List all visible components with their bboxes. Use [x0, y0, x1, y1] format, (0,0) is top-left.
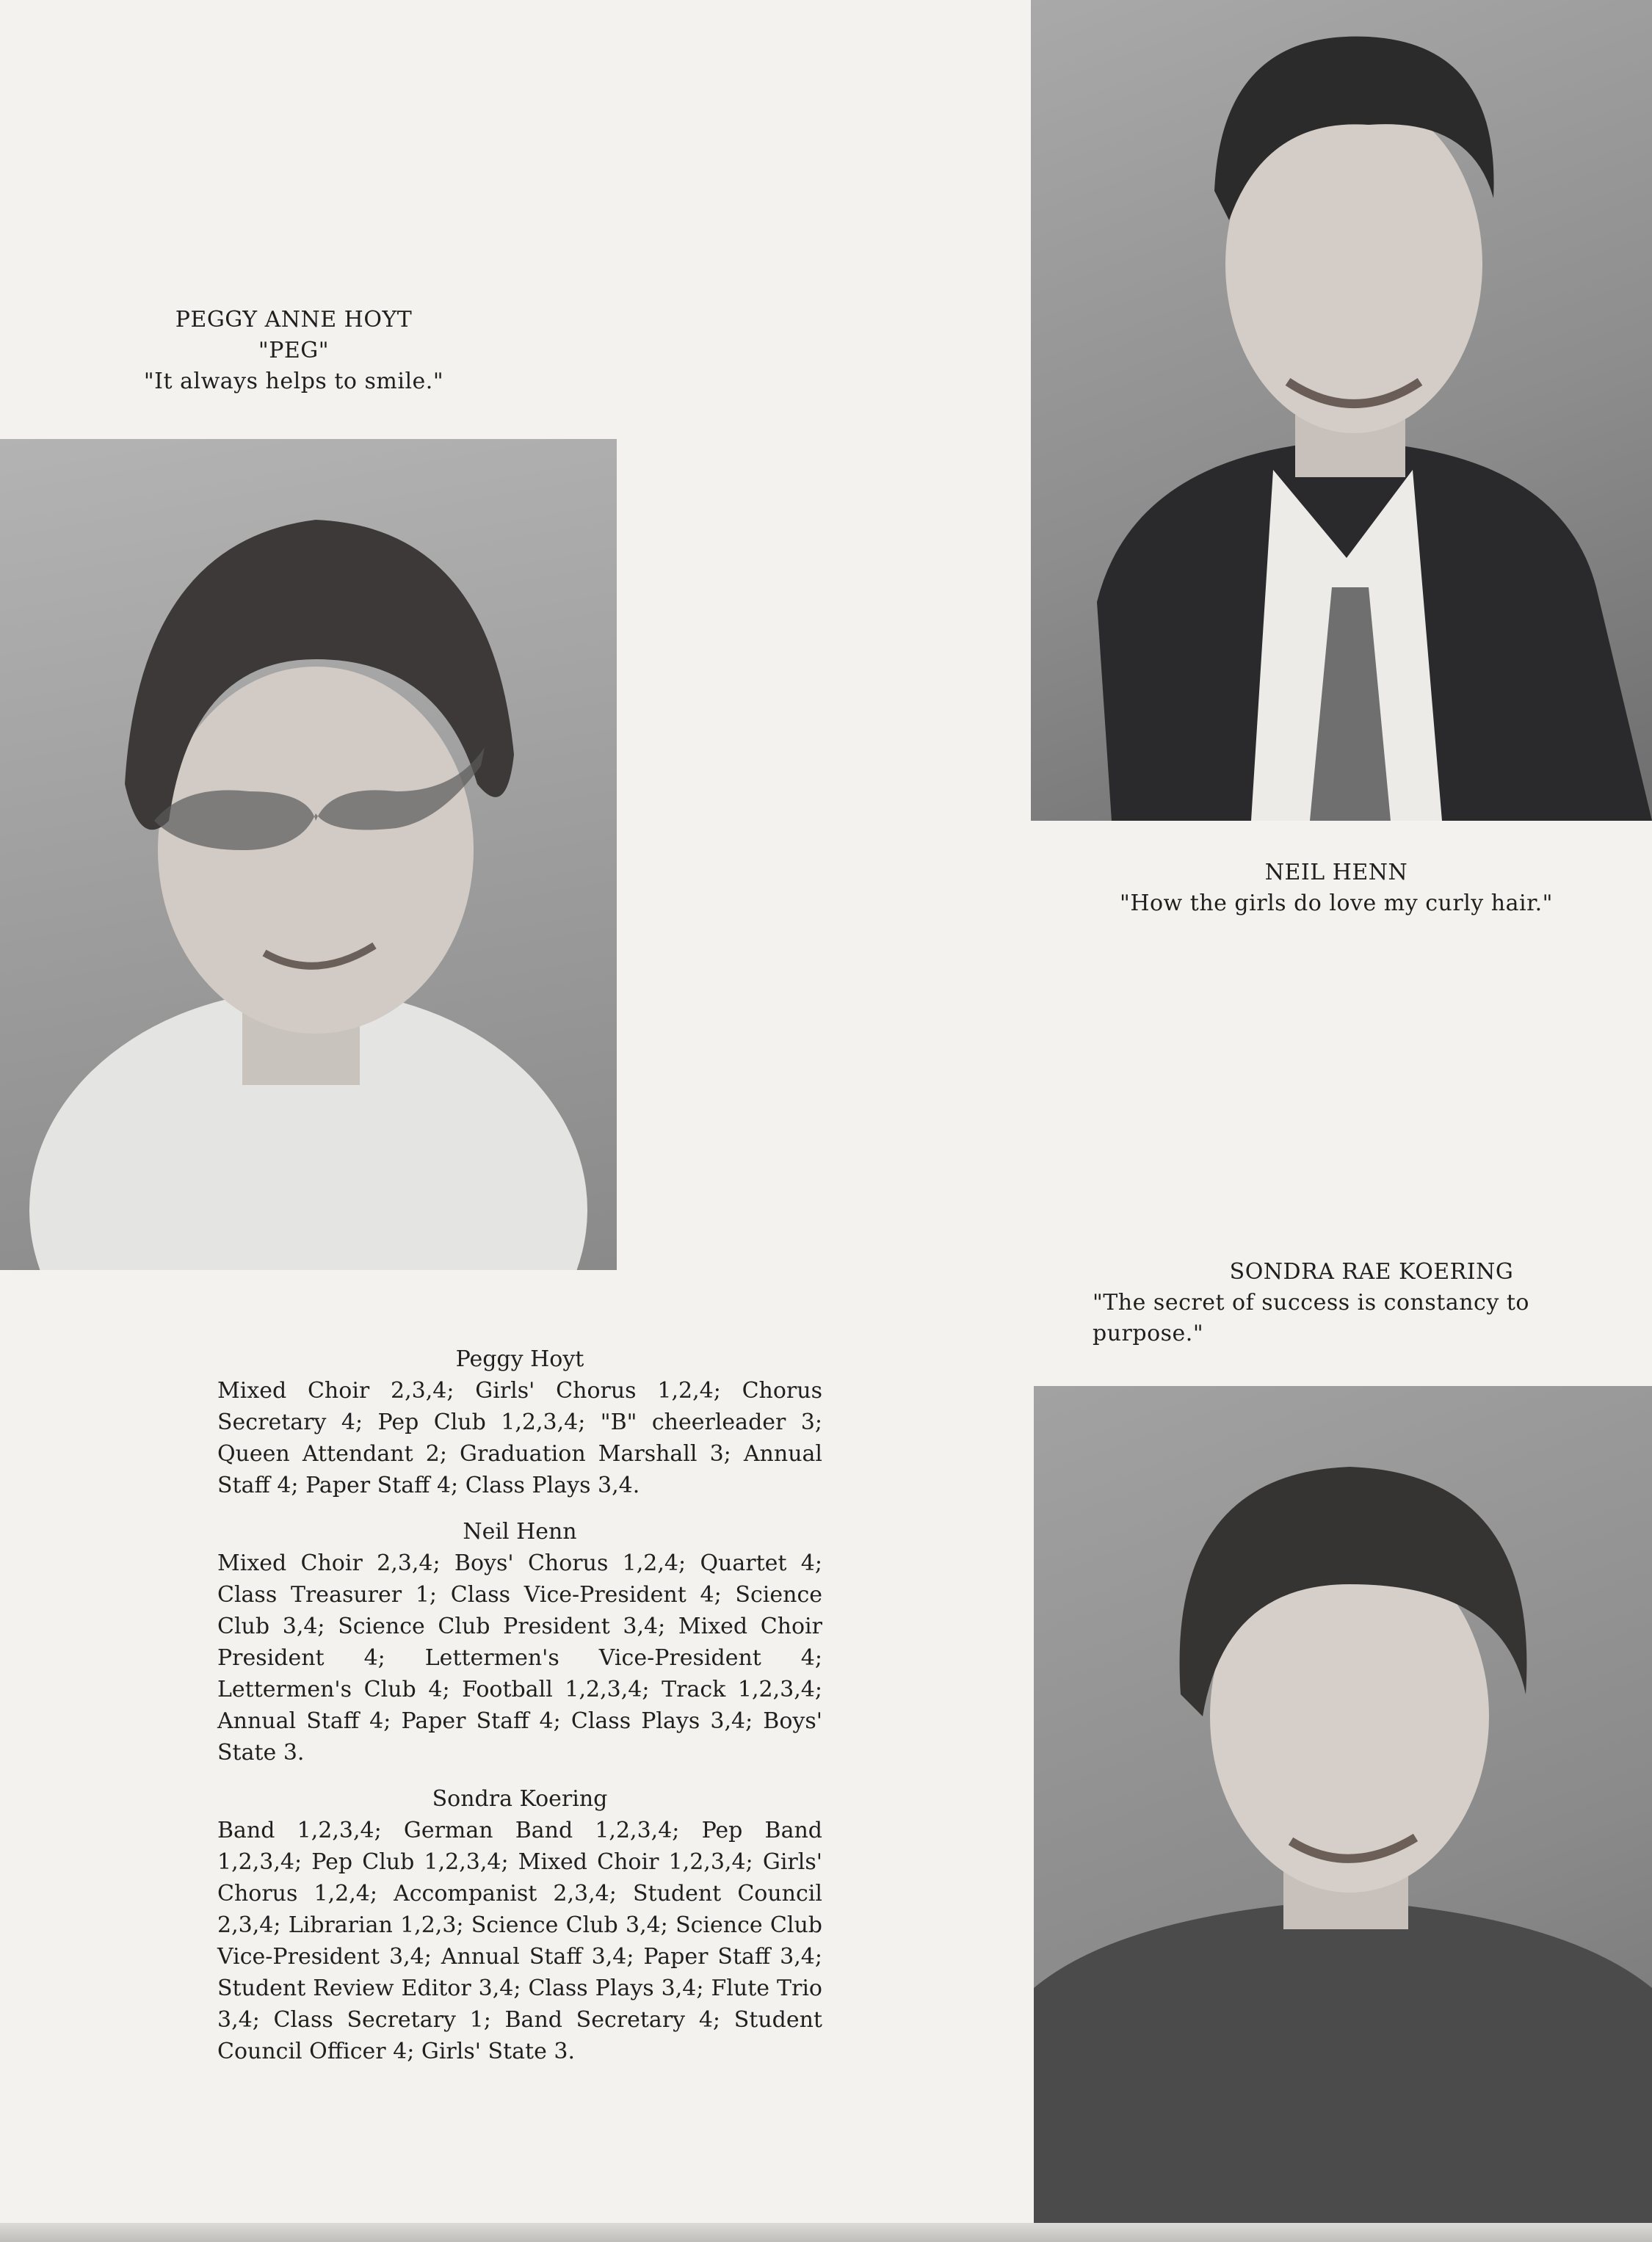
- page-edge: [0, 2223, 1652, 2242]
- caption-peggy: [140, 305, 448, 397]
- activity-text: Mixed Choir 2,3,4; Girls' Chorus 1,2,4; Chorus Secretary 4; Pep Club 1,2,3,4; "B" cheerleader 3; Queen Attendant 2; Graduation Marshall 3; Annual Staff 4; Paper Staff 4; Class Plays 3,4.: [217, 1378, 822, 1498]
- activity-text: Band 1,2,3,4; German Band 1,2,3,4; Pep Band 1,2,3,4; Pep Club 1,2,3,4; Mixed Choir 1,2,3,4; Girls' Chorus 1,2,4; Accompanist 2,3,4; Student Council 2,3,4; Librarian 1,2,3; Science Club 3,4; Science Club Vice-President 3,4; Annual Staff 3,4; Paper Staff 3,4; Student Review Editor 3,4; Class Plays 3,4; Flute Trio 3,4; Class Secretary 1; Band Secretary 4; Student Council Officer 4; Girls' State 3.: [217, 1818, 822, 2064]
- activity-entry: [217, 1516, 822, 1768]
- student-name: PEGGY ANNE HOYT: [175, 307, 413, 333]
- activity-text: Mixed Choir 2,3,4; Boys' Chorus 1,2,4; Quartet 4; Class Treasurer 1; Class Vice-President 4; Science Club 3,4; Science Club President 3,4; Mixed Choir President 4; Lettermen's Vice-President 4; Lettermen's Club 4; Football 1,2,3,4; Track 1,2,3,4; Annual Staff 4; Paper Staff 4; Class Plays 3,4; Boys' State 3.: [217, 1550, 822, 1766]
- activity-entry: [217, 1343, 822, 1501]
- portrait-icon: [1034, 1386, 1652, 2223]
- student-quote: "The secret of success is constancy to: [1093, 1290, 1529, 1316]
- student-name: NEIL HENN: [1264, 860, 1408, 885]
- portrait-icon: [1031, 0, 1652, 821]
- activity-student-name: Peggy Hoyt: [455, 1346, 584, 1372]
- student-nickname: "PEG": [258, 338, 330, 363]
- student-name: SONDRA RAE KOERING: [1229, 1259, 1514, 1285]
- portrait-photo-sondra: [1034, 1386, 1652, 2223]
- portrait-icon: [0, 439, 617, 1270]
- student-quote: "How the girls do love my curly hair.": [1120, 890, 1553, 916]
- activity-student-name: Neil Henn: [463, 1519, 577, 1545]
- activity-student-name: Sondra Koering: [432, 1786, 608, 1812]
- activities-list: [217, 1343, 822, 2082]
- portrait-photo-peggy: [0, 439, 617, 1270]
- activity-entry: [217, 1783, 822, 2067]
- student-quote: purpose.": [1093, 1321, 1204, 1346]
- caption-neil: [1057, 857, 1615, 919]
- portrait-photo-neil: [1031, 0, 1652, 821]
- student-quote: "It always helps to smile.": [143, 369, 444, 394]
- caption-sondra: [1093, 1257, 1621, 1349]
